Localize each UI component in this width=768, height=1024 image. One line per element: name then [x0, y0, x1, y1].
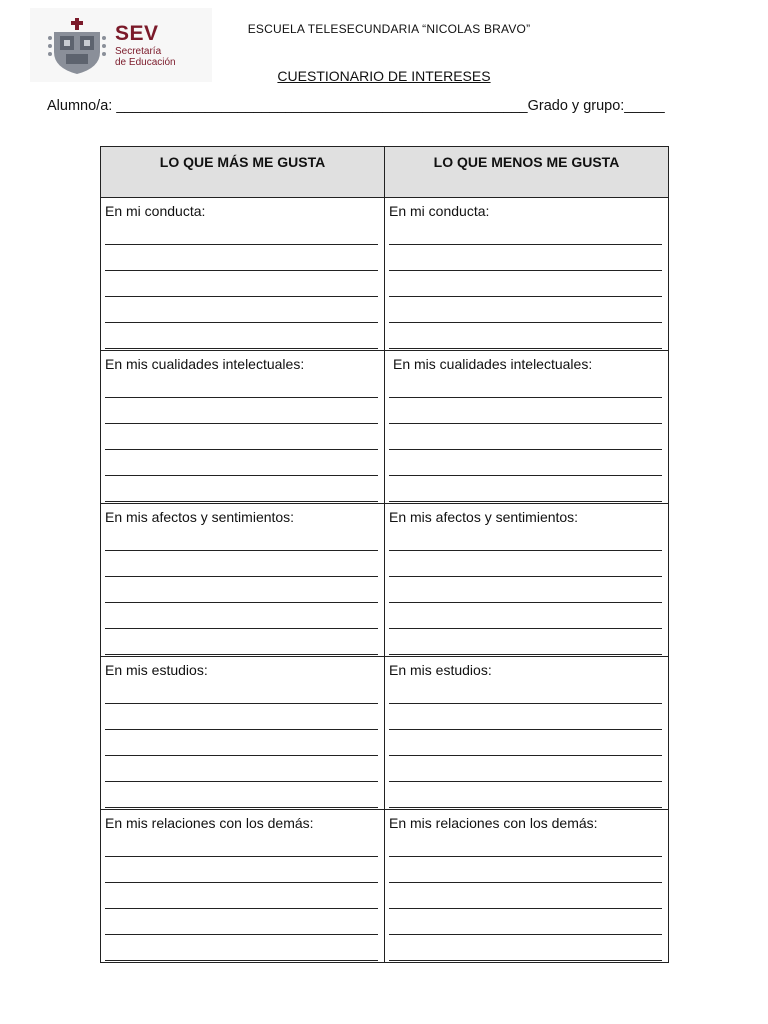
answer-line[interactable]: [105, 681, 378, 704]
dislikes-cell: [385, 657, 669, 810]
answer-line[interactable]: [105, 834, 378, 857]
answer-line[interactable]: [105, 603, 378, 629]
answer-line[interactable]: [105, 424, 378, 450]
row-label: En mi conducta:: [389, 203, 490, 219]
answer-line[interactable]: [105, 857, 378, 883]
table-row: [101, 504, 669, 657]
table-header-row: [101, 147, 669, 198]
answer-line[interactable]: [389, 222, 662, 245]
answer-line[interactable]: [389, 629, 662, 655]
answer-line[interactable]: [105, 450, 378, 476]
table-row: [101, 657, 669, 810]
answer-line[interactable]: [105, 551, 378, 577]
answer-line[interactable]: [389, 424, 662, 450]
logo-brand: SEV: [115, 22, 159, 45]
answer-line[interactable]: [105, 245, 378, 271]
answer-line[interactable]: [105, 297, 378, 323]
row-label: En mis relaciones con los demás:: [105, 815, 314, 831]
answer-line[interactable]: [105, 528, 378, 551]
answer-line[interactable]: [389, 245, 662, 271]
table-row: [101, 351, 669, 504]
answer-line[interactable]: [389, 603, 662, 629]
row-label: En mi conducta:: [105, 203, 206, 219]
answer-line[interactable]: [389, 883, 662, 909]
logo-line-2: de Educación: [115, 57, 176, 68]
answer-line[interactable]: [105, 476, 378, 502]
answer-lines: [105, 375, 378, 502]
answer-line[interactable]: [105, 730, 378, 756]
interests-table: [100, 146, 669, 963]
answer-line[interactable]: [389, 577, 662, 603]
answer-line[interactable]: [389, 935, 662, 961]
logo-line-1: Secretaría: [115, 46, 162, 57]
answer-line[interactable]: [389, 756, 662, 782]
row-label: En mis afectos y sentimientos:: [389, 509, 579, 525]
answer-line[interactable]: [389, 909, 662, 935]
column-header-likes: LO QUE MÁS ME GUSTA: [101, 147, 385, 198]
answer-line[interactable]: [389, 375, 662, 398]
answer-line[interactable]: [105, 271, 378, 297]
row-label: En mis relaciones con los demás:: [389, 815, 598, 831]
answer-lines: [389, 222, 662, 349]
answer-line[interactable]: [389, 857, 662, 883]
answer-line[interactable]: [389, 528, 662, 551]
answer-line[interactable]: [105, 909, 378, 935]
page-title: CUESTIONARIO DE INTERESES: [277, 68, 491, 84]
answer-line[interactable]: [105, 629, 378, 655]
answer-line[interactable]: [105, 883, 378, 909]
answer-line[interactable]: [389, 551, 662, 577]
answer-line[interactable]: [105, 935, 378, 961]
answer-line[interactable]: [105, 375, 378, 398]
answer-lines: [389, 528, 662, 655]
answer-line[interactable]: [389, 450, 662, 476]
row-label: En mis afectos y sentimientos:: [105, 509, 295, 525]
answer-line[interactable]: [105, 577, 378, 603]
answer-line[interactable]: [105, 756, 378, 782]
answer-lines: [389, 681, 662, 808]
row-label: En mis estudios:: [105, 662, 208, 678]
answer-line[interactable]: [105, 323, 378, 349]
answer-lines: [105, 681, 378, 808]
answer-lines: [105, 834, 378, 961]
likes-cell: [101, 198, 385, 351]
answer-line[interactable]: [389, 476, 662, 502]
answer-line[interactable]: [105, 704, 378, 730]
answer-line[interactable]: [389, 704, 662, 730]
dislikes-cell: [385, 198, 669, 351]
answer-line[interactable]: [105, 398, 378, 424]
school-name: ESCUELA TELESECUNDARIA “NICOLAS BRAVO”: [247, 22, 531, 36]
answer-line[interactable]: [389, 271, 662, 297]
answer-lines: [389, 375, 662, 502]
answer-line[interactable]: [389, 297, 662, 323]
table-row: [101, 198, 669, 351]
row-label: En mis cualidades intelectuales:: [393, 356, 593, 372]
answer-line[interactable]: [389, 782, 662, 808]
answer-line[interactable]: [105, 782, 378, 808]
logo-subtitle: [115, 46, 176, 68]
table-row: [101, 810, 669, 963]
answer-lines: [105, 222, 378, 349]
dislikes-cell: [385, 810, 669, 963]
row-label: En mis estudios:: [389, 662, 492, 678]
answer-line[interactable]: [389, 681, 662, 704]
dislikes-cell: [385, 504, 669, 657]
likes-cell: [101, 504, 385, 657]
likes-cell: [101, 810, 385, 963]
dislikes-cell: [385, 351, 669, 504]
student-name-grade-line: Alumno/a: ___________________________________________________Grado y grupo:_____: [47, 98, 665, 114]
answer-line[interactable]: [389, 323, 662, 349]
answer-lines: [389, 834, 662, 961]
answer-lines: [105, 528, 378, 655]
answer-line[interactable]: [389, 730, 662, 756]
likes-cell: [101, 657, 385, 810]
answer-line[interactable]: [389, 834, 662, 857]
column-header-dislikes: LO QUE MENOS ME GUSTA: [385, 147, 669, 198]
likes-cell: [101, 351, 385, 504]
answer-line[interactable]: [389, 398, 662, 424]
answer-line[interactable]: [105, 222, 378, 245]
row-label: En mis cualidades intelectuales:: [105, 356, 305, 372]
